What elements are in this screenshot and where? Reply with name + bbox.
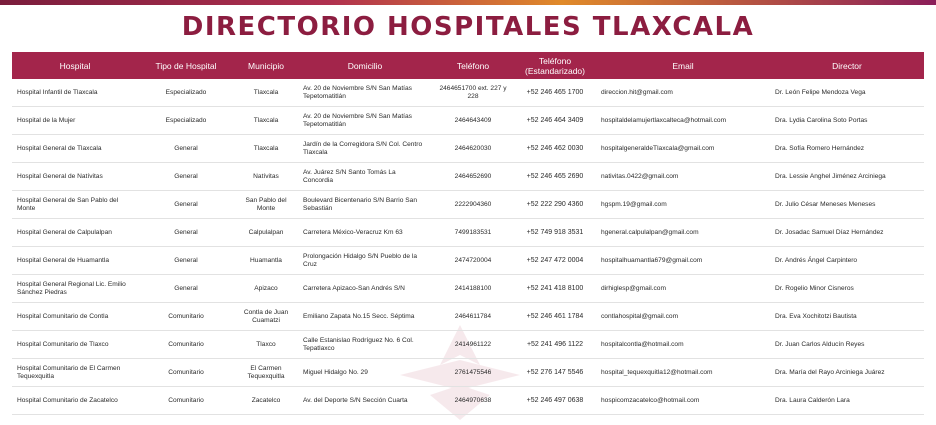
email-cell: dirhiglesp@gmail.com: [596, 275, 770, 303]
municipality-cell: Calpulalpan: [234, 219, 298, 247]
address-cell: Prolongación Hidalgo S/N Pueblo de la Cruz: [298, 247, 432, 275]
director-cell: Dr. Rogelio Minor Cisneros: [770, 275, 924, 303]
hospital-name-cell: Hospital General Regional Lic. Emilio Sánchez Piedras: [12, 275, 138, 303]
column-header: Email: [596, 52, 770, 79]
standard-phone-cell: +52 222 290 4360: [514, 191, 596, 219]
address-cell: Jardín de la Corregidora S/N Col. Centro Tlaxcala: [298, 135, 432, 163]
director-cell: Dr. Josadac Samuel Díaz Hernández: [770, 219, 924, 247]
table-row: [12, 163, 924, 191]
table-row: [12, 191, 924, 219]
hospital-type-cell: General: [138, 191, 234, 219]
table-row: [12, 247, 924, 275]
column-header: Tipo de Hospital: [138, 52, 234, 79]
table-row: [12, 303, 924, 331]
hospital-type-cell: General: [138, 135, 234, 163]
hospital-name-cell: Hospital Infantil de Tlaxcala: [12, 79, 138, 107]
municipality-cell: Natívitas: [234, 163, 298, 191]
standard-phone-cell: +52 246 497 0638: [514, 387, 596, 415]
hospital-name-cell: Hospital General de Natívitas: [12, 163, 138, 191]
hospital-type-cell: Especializado: [138, 107, 234, 135]
hospital-type-cell: Especializado: [138, 79, 234, 107]
address-cell: Av. Juárez S/N Santo Tomás La Concordia: [298, 163, 432, 191]
table-row: [12, 359, 924, 387]
table-row: [12, 387, 924, 415]
column-header: Municipio: [234, 52, 298, 79]
email-cell: hospital_tequexquitla12@hotmail.com: [596, 359, 770, 387]
email-cell: hgspm.19@gmail.com: [596, 191, 770, 219]
standard-phone-cell: +52 246 464 3409: [514, 107, 596, 135]
standard-phone-cell: +52 246 465 1700: [514, 79, 596, 107]
municipality-cell: El Carmen Tequexquitla: [234, 359, 298, 387]
phone-cell: 2464652690: [432, 163, 514, 191]
phone-cell: 7499183531: [432, 219, 514, 247]
top-color-bar: [0, 0, 936, 5]
municipality-cell: Contla de Juan Cuamatzi: [234, 303, 298, 331]
municipality-cell: Huamantla: [234, 247, 298, 275]
hospital-name-cell: Hospital Comunitario de Zacatelco: [12, 387, 138, 415]
hospital-type-cell: Comunitario: [138, 387, 234, 415]
table-row: [12, 79, 924, 107]
director-cell: Dra. Sofía Romero Hernández: [770, 135, 924, 163]
municipality-cell: Tlaxcala: [234, 79, 298, 107]
hospital-name-cell: Hospital General de Huamantla: [12, 247, 138, 275]
column-header: Teléfono: [432, 52, 514, 79]
hospital-name-cell: Hospital General de Calpulalpan: [12, 219, 138, 247]
hospital-type-cell: General: [138, 163, 234, 191]
hospital-name-cell: Hospital General de Tlaxcala: [12, 135, 138, 163]
director-cell: Dra. Eva Xochitotzi Bautista: [770, 303, 924, 331]
phone-cell: 2464611784: [432, 303, 514, 331]
director-cell: Dr. Juan Carlos Alducín Reyes: [770, 331, 924, 359]
phone-cell: 2464970638: [432, 387, 514, 415]
standard-phone-cell: +52 276 147 5546: [514, 359, 596, 387]
address-cell: Av. 20 de Noviembre S/N San Matías Tepetomatitlán: [298, 107, 432, 135]
municipality-cell: Tlaxcala: [234, 135, 298, 163]
director-cell: Dr. Andrés Ángel Carpintero: [770, 247, 924, 275]
phone-cell: 2414961122: [432, 331, 514, 359]
hospital-name-cell: Hospital Comunitario de El Carmen Tequexquitla: [12, 359, 138, 387]
hospital-name-cell: Hospital General de San Pablo del Monte: [12, 191, 138, 219]
email-cell: hgeneral.calpulalpan@gmail.com: [596, 219, 770, 247]
hospital-type-cell: Comunitario: [138, 359, 234, 387]
column-header: Domicilio: [298, 52, 432, 79]
table-header-row: [12, 52, 924, 79]
director-cell: Dra. Laura Calderón Lara: [770, 387, 924, 415]
email-cell: contlahospital@gmail.com: [596, 303, 770, 331]
phone-cell: 2464643409: [432, 107, 514, 135]
municipality-cell: Tlaxcala: [234, 107, 298, 135]
address-cell: Carretera Apizaco-San Andrés S/N: [298, 275, 432, 303]
table-row: [12, 219, 924, 247]
email-cell: direccion.hit@gmail.com: [596, 79, 770, 107]
email-cell: hospitalhuamantla679@gmail.com: [596, 247, 770, 275]
phone-cell: 2474720004: [432, 247, 514, 275]
municipality-cell: San Pablo del Monte: [234, 191, 298, 219]
email-cell: hospicomzacatelco@hotmail.com: [596, 387, 770, 415]
municipality-cell: Tlaxco: [234, 331, 298, 359]
column-header: Hospital: [12, 52, 138, 79]
hospital-type-cell: Comunitario: [138, 331, 234, 359]
address-cell: Av. 20 de Noviembre S/N San Matías Tepetomatitlán: [298, 79, 432, 107]
standard-phone-cell: +52 247 472 0004: [514, 247, 596, 275]
table-row: [12, 331, 924, 359]
hospital-name-cell: Hospital Comunitario de Contla: [12, 303, 138, 331]
director-cell: Dr. Julio César Meneses Meneses: [770, 191, 924, 219]
director-cell: Dra. Lydia Carolina Soto Portas: [770, 107, 924, 135]
address-cell: Boulevard Bicentenario S/N Barrio San Sebastián: [298, 191, 432, 219]
hospital-name-cell: Hospital de la Mujer: [12, 107, 138, 135]
municipality-cell: Apizaco: [234, 275, 298, 303]
email-cell: nativitas.0422@gmail.com: [596, 163, 770, 191]
email-cell: hospitalgeneraldeTlaxcala@gmail.com: [596, 135, 770, 163]
email-cell: hospitaldelamujertlaxcalteca@hotmail.com: [596, 107, 770, 135]
column-header: Teléfono (Estandarizado): [514, 52, 596, 79]
address-cell: Calle Estanislao Rodríguez No. 6 Col. Tepatlaxco: [298, 331, 432, 359]
email-cell: hospitalcontla@hotmail.com: [596, 331, 770, 359]
standard-phone-cell: +52 246 465 2690: [514, 163, 596, 191]
address-cell: Emiliano Zapata No.15 Secc. Séptima: [298, 303, 432, 331]
phone-cell: 2222904360: [432, 191, 514, 219]
director-cell: Dra. María del Rayo Arciniega Juárez: [770, 359, 924, 387]
column-header: Director: [770, 52, 924, 79]
standard-phone-cell: +52 241 418 8100: [514, 275, 596, 303]
standard-phone-cell: +52 246 462 0030: [514, 135, 596, 163]
director-cell: Dr. León Felipe Mendoza Vega: [770, 79, 924, 107]
hospital-type-cell: General: [138, 219, 234, 247]
standard-phone-cell: +52 241 496 1122: [514, 331, 596, 359]
hospital-type-cell: Comunitario: [138, 303, 234, 331]
standard-phone-cell: +52 749 918 3531: [514, 219, 596, 247]
table-row: [12, 135, 924, 163]
hospital-directory-table: [12, 52, 924, 415]
address-cell: Av. del Deporte S/N Sección Cuarta: [298, 387, 432, 415]
address-cell: Miguel Hidalgo No. 29: [298, 359, 432, 387]
phone-cell: 2414188100: [432, 275, 514, 303]
hospital-type-cell: General: [138, 275, 234, 303]
municipality-cell: Zacatelco: [234, 387, 298, 415]
address-cell: Carretera México-Veracruz Km 63: [298, 219, 432, 247]
phone-cell: 2464651700 ext. 227 y 228: [432, 79, 514, 107]
hospital-type-cell: General: [138, 247, 234, 275]
table-row: [12, 107, 924, 135]
standard-phone-cell: +52 246 461 1784: [514, 303, 596, 331]
phone-cell: 2761475546: [432, 359, 514, 387]
page-title: DIRECTORIO HOSPITALES TLAXCALA: [181, 12, 755, 42]
table-row: [12, 275, 924, 303]
hospital-name-cell: Hospital Comunitario de Tlaxco: [12, 331, 138, 359]
phone-cell: 2464620030: [432, 135, 514, 163]
director-cell: Dra. Lessie Anghel Jiménez Arciniega: [770, 163, 924, 191]
